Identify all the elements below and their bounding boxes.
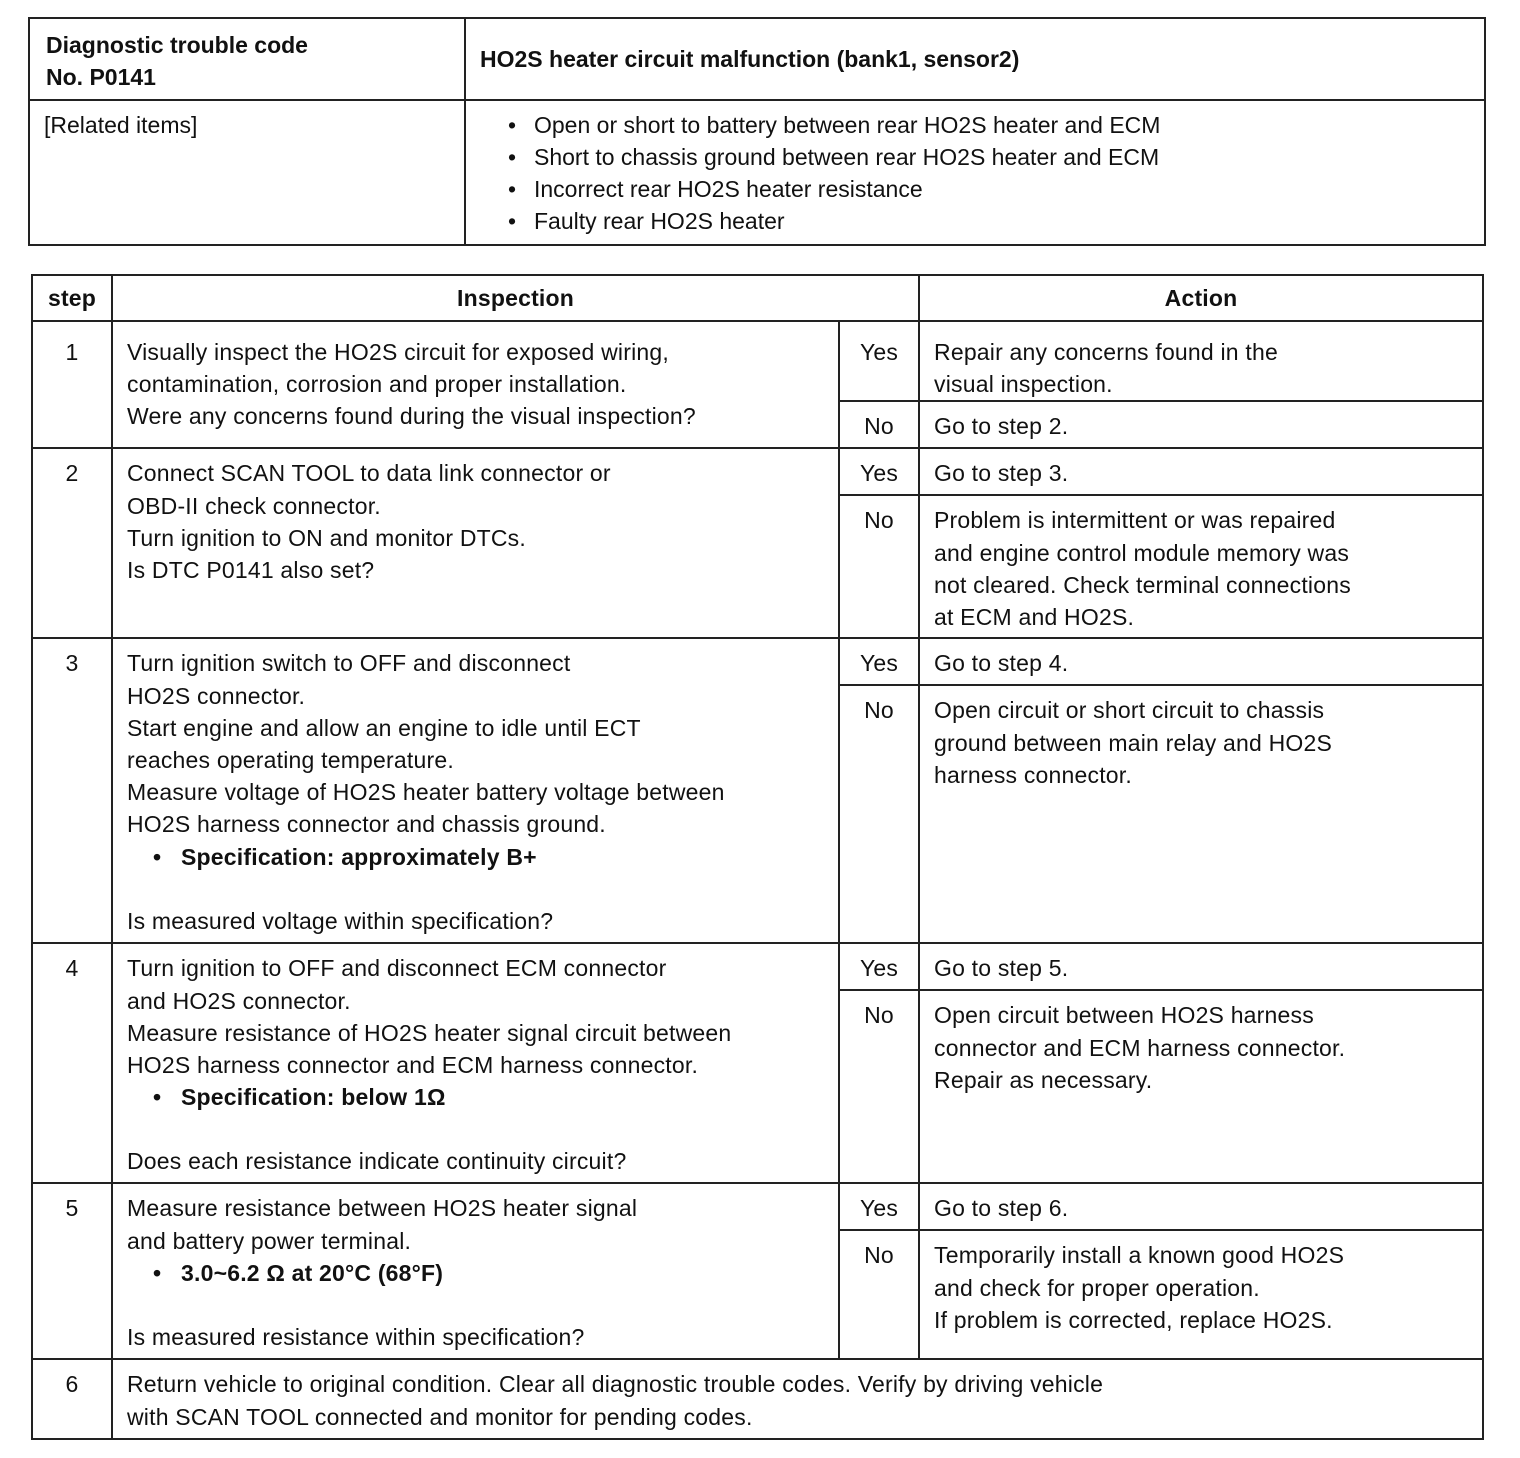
step-number: 6 [32, 1359, 112, 1439]
dtc-code-number: No. P0141 [46, 64, 156, 90]
step-number: 4 [32, 943, 112, 1183]
action-line: Repair any concerns found in the [934, 339, 1278, 365]
action-line: Go to step 3. [934, 460, 1069, 487]
action-line: not cleared. Check terminal connections [934, 571, 1351, 598]
inspection-line: HO2S harness connector and ECM harness connector. [127, 1052, 699, 1079]
list-item: • Open or short to battery between rear HO2S heater and ECM [504, 109, 1484, 141]
spacer [127, 1289, 830, 1321]
step-number: 2 [32, 448, 112, 638]
related-items-cell [465, 100, 1485, 245]
inspection-line: Turn ignition to ON and monitor DTCs. [127, 524, 526, 551]
inspection-line: Turn ignition switch to OFF and disconnect [127, 650, 571, 677]
yes-label: Yes [839, 943, 919, 990]
step-number: 3 [32, 638, 112, 943]
inspection-line: Is DTC P0141 also set? [127, 557, 375, 584]
action-line: Go to step 4. [934, 650, 1069, 677]
table-row [32, 321, 1483, 401]
list-item: • Short to chassis ground between rear HO2S heater and ECM [504, 141, 1484, 173]
specification: • Specification: below 1Ω [127, 1081, 830, 1113]
spacer [127, 1113, 830, 1145]
step-inspection [112, 943, 839, 1183]
inspection-line: Connect SCAN TOOL to data link connector or [127, 460, 611, 487]
action-line: and engine control module memory was [934, 539, 1350, 566]
action-line: visual inspection. [934, 371, 1113, 398]
yes-label: Yes [839, 321, 919, 401]
action-line: connector and ECM harness connector. [934, 1034, 1346, 1061]
inspection-question: Is measured resistance within specification? [127, 1324, 585, 1351]
yes-action [919, 943, 1483, 990]
inspection-line: reaches operating temperature. [127, 747, 454, 774]
yes-label: Yes [839, 448, 919, 495]
action-line: Open circuit between HO2S harness [934, 1002, 1314, 1029]
spacer [127, 873, 830, 905]
no-action [919, 495, 1483, 638]
yes-label: Yes [839, 1183, 919, 1230]
col-step-header: step [32, 275, 112, 321]
inspection-line: Visually inspect the HO2S circuit for exposed wiring, [127, 339, 669, 365]
action-line: If problem is corrected, replace HO2S. [934, 1306, 1333, 1333]
inspection-line: Start engine and allow an engine to idle until ECT [127, 714, 641, 741]
yes-action [919, 448, 1483, 495]
dtc-code-cell [29, 18, 465, 100]
action-line: Go to step 6. [934, 1195, 1069, 1222]
table-row [32, 1359, 1483, 1439]
dtc-header-table [28, 17, 1486, 246]
table-row [32, 1183, 1483, 1230]
step-inspection [112, 321, 839, 448]
inspection-question: Is measured voltage within specification? [127, 907, 554, 934]
inspection-line: Turn ignition to OFF and disconnect ECM connector [127, 955, 667, 982]
yes-label: Yes [839, 638, 919, 685]
inspection-line: and HO2S connector. [127, 987, 351, 1014]
inspection-line: HO2S connector. [127, 682, 306, 709]
table-header-row [32, 275, 1483, 321]
inspection-line: and battery power terminal. [127, 1227, 412, 1254]
action-line: Go to step 5. [934, 955, 1069, 982]
no-action [919, 1230, 1483, 1359]
no-label: No [839, 495, 919, 638]
action-line: Go to step 2. [934, 413, 1069, 440]
inspection-question: Does each resistance indicate continuity circuit? [127, 1148, 627, 1175]
no-label: No [839, 401, 919, 448]
no-action [919, 990, 1483, 1183]
dtc-code-label: Diagnostic trouble code [46, 32, 308, 58]
action-line: Repair as necessary. [934, 1066, 1153, 1093]
table-row [32, 638, 1483, 685]
action-line: ground between main relay and HO2S [934, 729, 1333, 756]
inspection-line: HO2S harness connector and chassis ground. [127, 811, 606, 838]
col-inspection-header: Inspection [112, 275, 919, 321]
step-inspection [112, 448, 839, 638]
action-line: Open circuit or short circuit to chassis [934, 697, 1325, 724]
table-row [32, 448, 1483, 495]
inspection-line: contamination, corrosion and proper installation. [127, 371, 627, 398]
inspection-line: Measure resistance between HO2S heater signal [127, 1195, 638, 1222]
list-item: • Incorrect rear HO2S heater resistance [504, 173, 1484, 205]
step-number: 1 [32, 321, 112, 448]
action-line: harness connector. [934, 761, 1132, 788]
inspection-line: with SCAN TOOL connected and monitor for pending codes. [127, 1403, 753, 1430]
inspection-line: Measure voltage of HO2S heater battery voltage between [127, 779, 725, 806]
related-items-list [504, 109, 1484, 237]
inspection-line: Were any concerns found during the visual inspection? [127, 403, 696, 430]
action-line: at ECM and HO2S. [934, 604, 1135, 631]
inspection-line: OBD-II check connector. [127, 492, 381, 519]
specification: • Specification: approximately B+ [127, 841, 830, 873]
inspection-line: Return vehicle to original condition. Clear all diagnostic trouble codes. Verify by driving vehicle [127, 1371, 1104, 1398]
action-line: and check for proper operation. [934, 1274, 1260, 1301]
step-inspection [112, 1183, 839, 1359]
list-item: • Faulty rear HO2S heater [504, 205, 1484, 237]
specification: • 3.0~6.2 Ω at 20°C (68°F) [127, 1257, 830, 1289]
no-label: No [839, 990, 919, 1183]
table-row [32, 943, 1483, 990]
dtc-title: HO2S heater circuit malfunction (bank1, sensor2) [465, 18, 1485, 100]
yes-action [919, 321, 1483, 401]
no-action [919, 401, 1483, 448]
yes-action [919, 1183, 1483, 1230]
inspection-line: Measure resistance of HO2S heater signal circuit between [127, 1019, 732, 1046]
col-action-header: Action [919, 275, 1483, 321]
step-number: 5 [32, 1183, 112, 1359]
step-inspection [112, 638, 839, 943]
related-items-label: [Related items] [29, 100, 465, 245]
action-line: Temporarily install a known good HO2S [934, 1242, 1345, 1269]
inspection-steps-table [31, 274, 1484, 1440]
action-line: Problem is intermittent or was repaired [934, 507, 1336, 534]
yes-action [919, 638, 1483, 685]
no-action [919, 685, 1483, 943]
no-label: No [839, 685, 919, 943]
no-label: No [839, 1230, 919, 1359]
step-inspection [112, 1359, 1483, 1439]
